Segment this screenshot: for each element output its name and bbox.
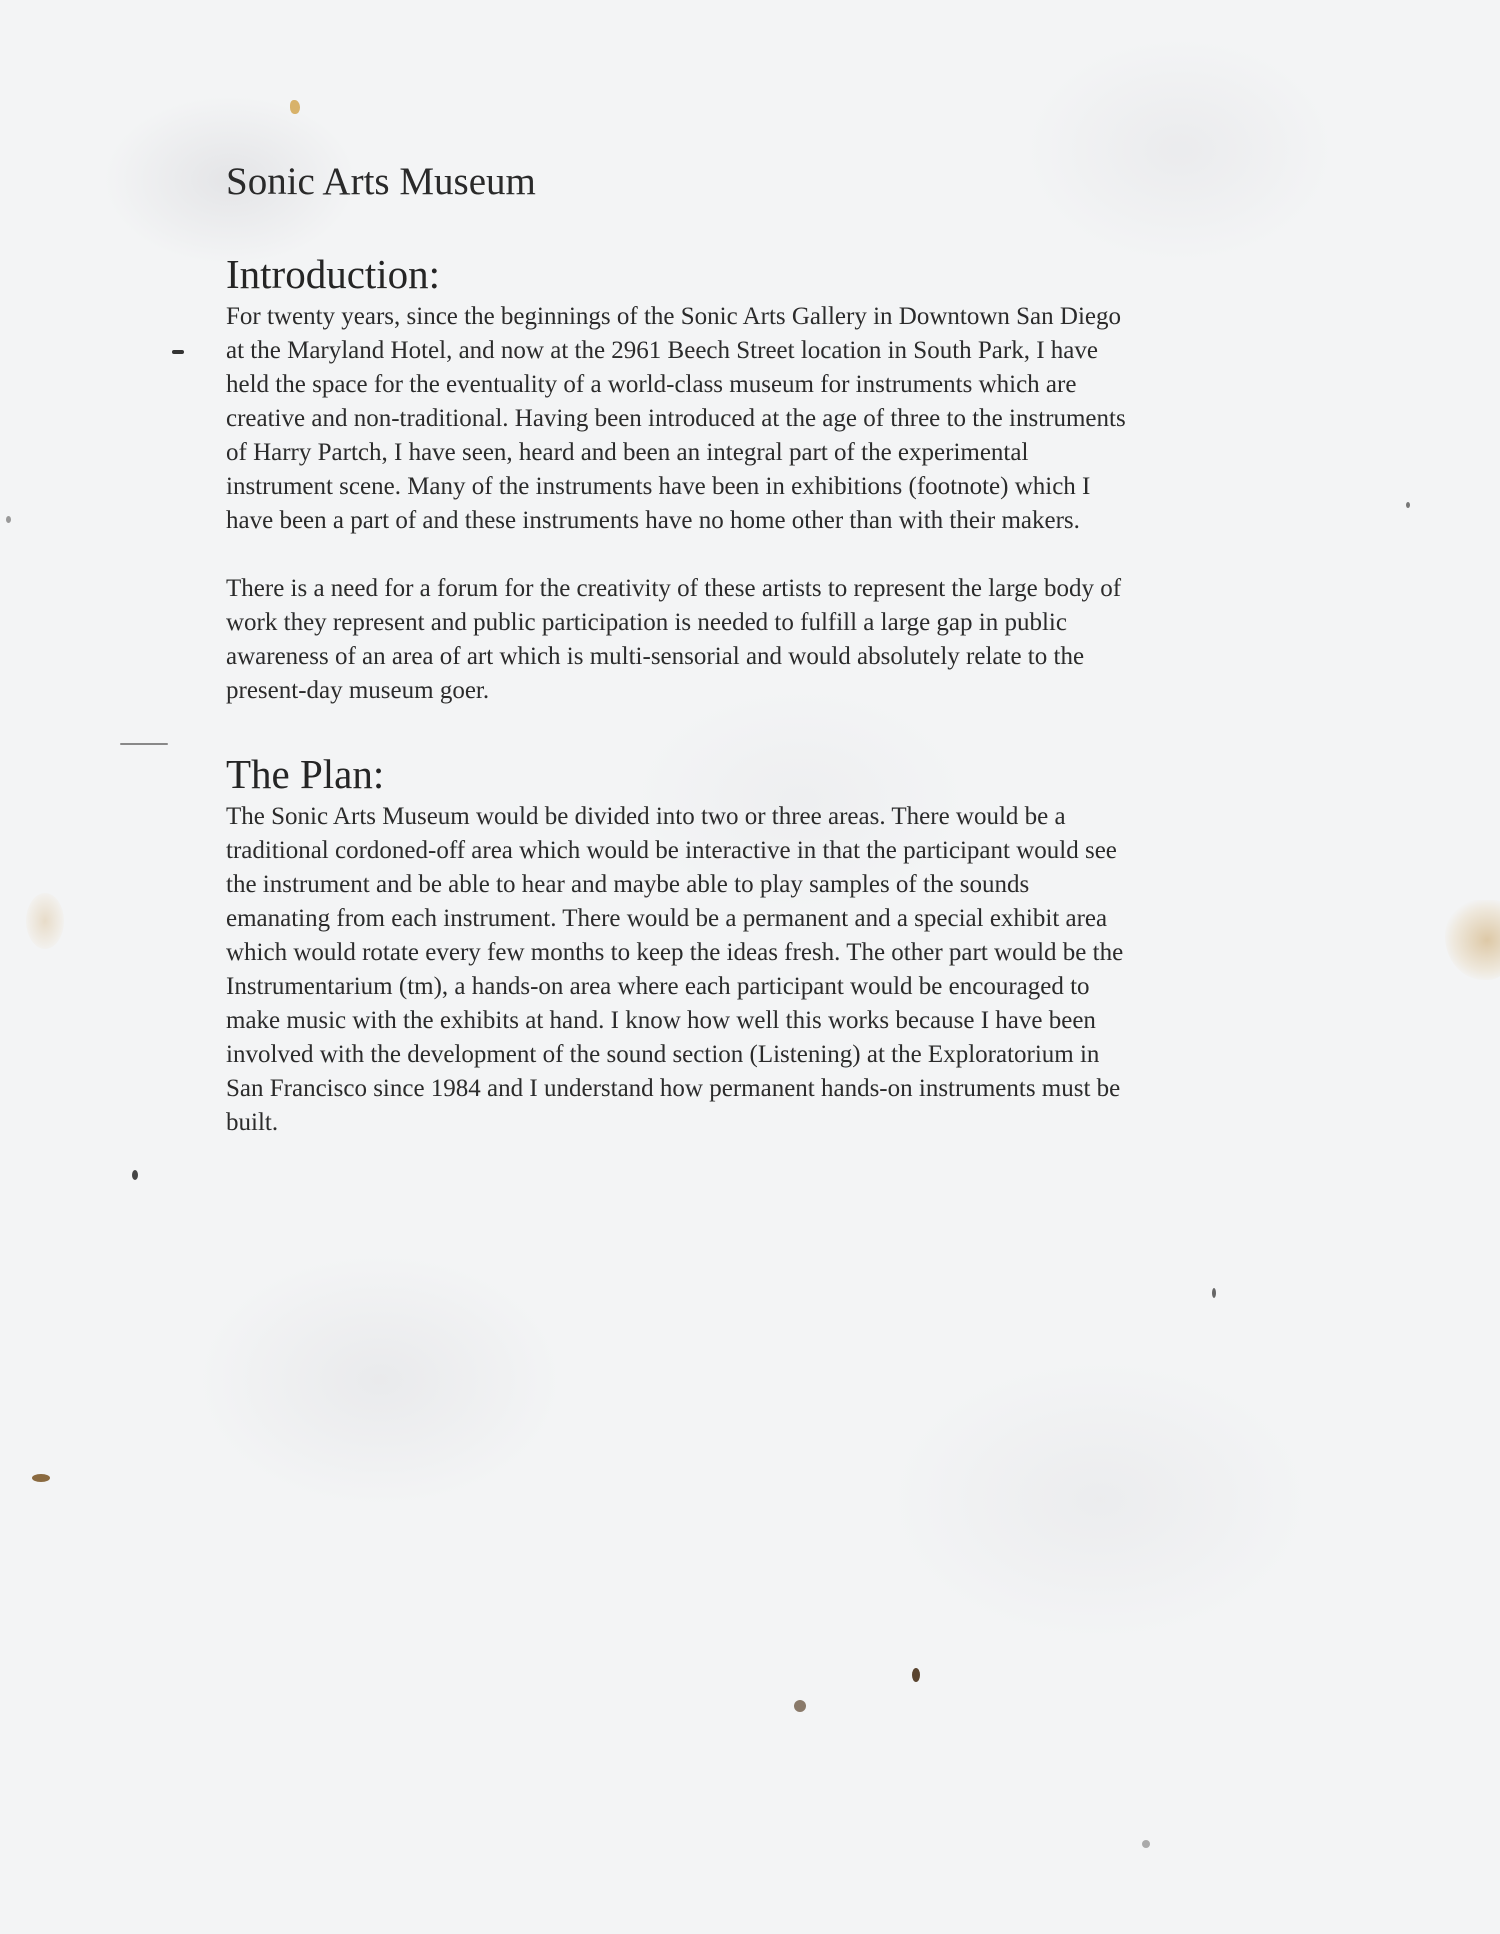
speck bbox=[132, 1170, 138, 1180]
text-line: which would rotate every few months to keep the ideas fresh. The other part would be the bbox=[226, 939, 1124, 966]
speck bbox=[1212, 1288, 1216, 1298]
text-line: have been a part of and these instruments have no home other than with their makers. bbox=[226, 507, 1080, 534]
section-heading-introduction: Introduction: bbox=[226, 251, 441, 297]
text-line: traditional cordoned-off area which would be interactive in that the participant would see bbox=[226, 837, 1117, 864]
text-line: There is a need for a forum for the creativity of these artists to represent the large body of bbox=[226, 575, 1122, 602]
section-heading-the-plan: The Plan: bbox=[226, 751, 385, 797]
speck bbox=[172, 350, 184, 354]
plan-paragraph bbox=[226, 800, 1316, 1140]
text-line: Instrumentarium (tm), a hands-on area where each participant would be encouraged to bbox=[226, 973, 1090, 1000]
text-line: the instrument and be able to hear and maybe able to play samples of the sounds bbox=[226, 871, 1030, 898]
coffee-stain-right bbox=[1445, 900, 1500, 980]
coffee-stain-left bbox=[26, 893, 64, 949]
text-line: instrument scene. Many of the instruments have been in exhibitions (footnote) which I bbox=[226, 473, 1091, 500]
document-title: Sonic Arts Museum bbox=[226, 160, 536, 203]
text-line: built. bbox=[226, 1109, 279, 1136]
text-line: San Francisco since 1984 and I understand how permanent hands-on instruments must be bbox=[226, 1075, 1121, 1102]
text-line: involved with the development of the sound section (Listening) at the Exploratorium in bbox=[226, 1041, 1100, 1068]
introduction-paragraph-1 bbox=[226, 300, 1316, 538]
text-line: present-day museum goer. bbox=[226, 677, 490, 704]
text-line: work they represent and public participation is needed to fulfill a large gap in public bbox=[226, 609, 1067, 636]
introduction-paragraph-2 bbox=[226, 572, 1316, 708]
text-line: emanating from each instrument. There would be a permanent and a special exhibit area bbox=[226, 905, 1108, 932]
speck bbox=[120, 743, 168, 745]
text-line: The Sonic Arts Museum would be divided into two or three areas. There would be a bbox=[226, 803, 1066, 830]
document-body bbox=[226, 156, 1316, 1174]
speck bbox=[290, 100, 300, 114]
speck bbox=[912, 1668, 920, 1682]
speck bbox=[1142, 1840, 1150, 1848]
text-line: of Harry Partch, I have seen, heard and been an integral part of the experimental bbox=[226, 439, 1029, 466]
text-line: held the space for the eventuality of a world-class museum for instruments which are bbox=[226, 371, 1077, 398]
speck bbox=[6, 516, 11, 523]
speck bbox=[1406, 502, 1410, 508]
text-line: make music with the exhibits at hand. I know how well this works because I have been bbox=[226, 1007, 1096, 1034]
text-line: awareness of an area of art which is multi-sensorial and would absolutely relate to the bbox=[226, 643, 1085, 670]
text-line: at the Maryland Hotel, and now at the 2961 Beech Street location in South Park, I have bbox=[226, 337, 1098, 364]
speck bbox=[794, 1700, 806, 1712]
text-line: creative and non-traditional. Having been introduced at the age of three to the instruments bbox=[226, 405, 1126, 432]
text-line: For twenty years, since the beginnings of the Sonic Arts Gallery in Downtown San Diego bbox=[226, 303, 1121, 330]
speck bbox=[32, 1474, 50, 1482]
